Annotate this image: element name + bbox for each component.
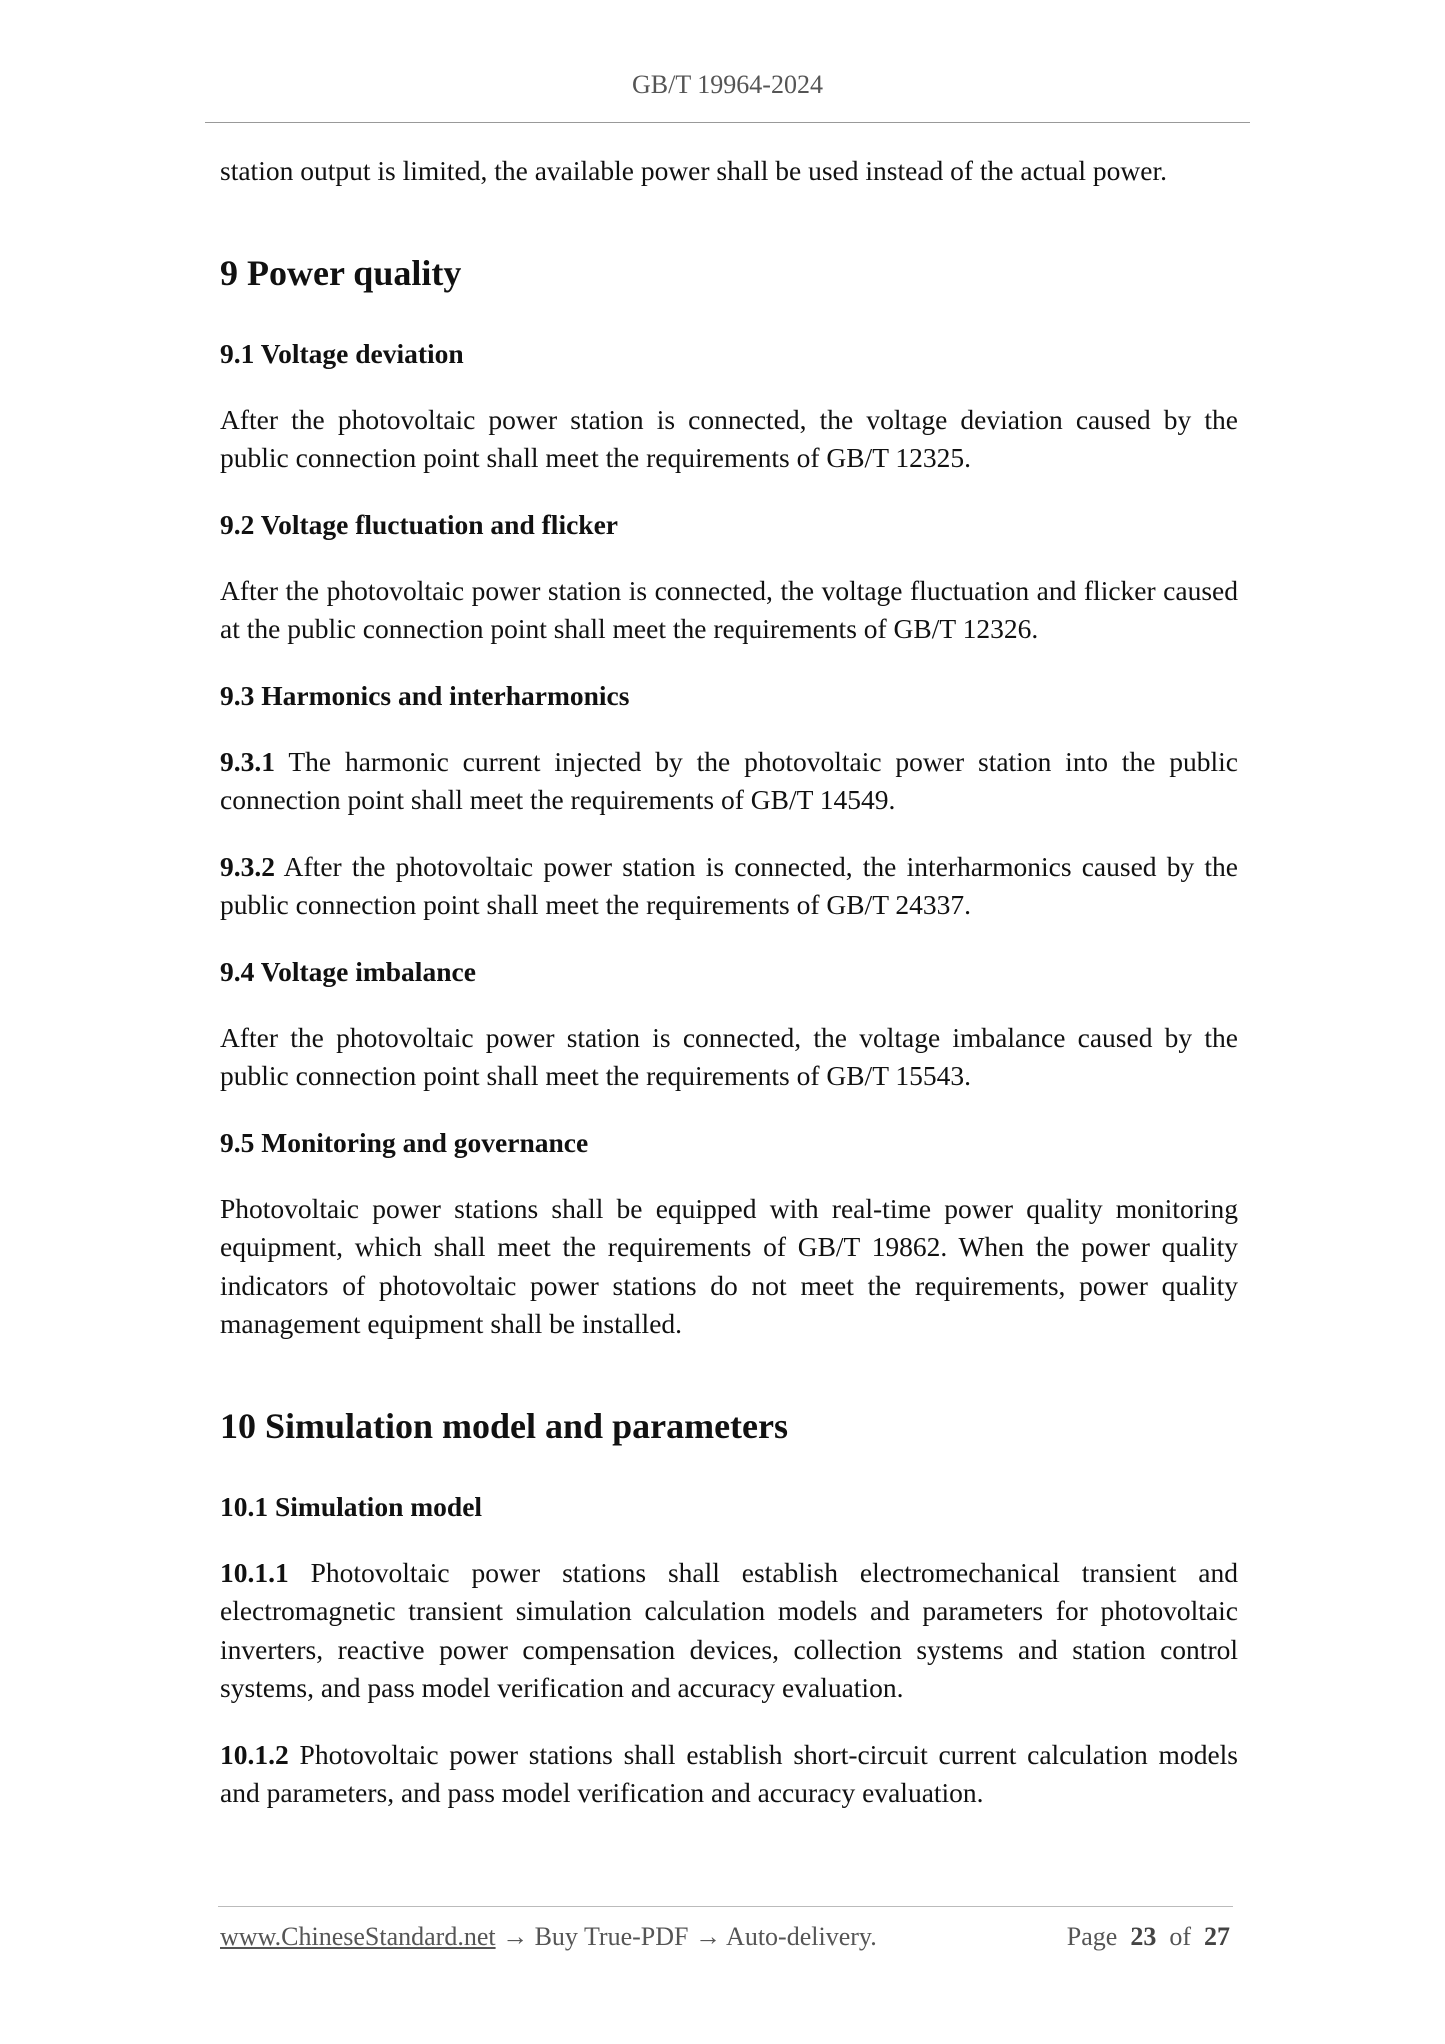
footer-promo-text: → Buy True-PDF → Auto-delivery. xyxy=(495,1922,877,1951)
section-9-3-heading: 9.3 Harmonics and interharmonics xyxy=(220,679,630,711)
section-10-1-heading: 10.1 Simulation model xyxy=(220,1490,483,1522)
current-page: 23 xyxy=(1130,1922,1157,1951)
header-divider xyxy=(205,122,1250,123)
footer-promo xyxy=(220,1922,877,1952)
clause-number: 9.3.2 xyxy=(220,850,275,882)
section-9-5-text: Photovoltaic power stations shall be equipped with real-time power quality monitoring equipment, which shall meet the requirements of GB/T 19862. When the power quality indicators of photovoltaic power stations do not meet the requirements, power quality management equipment shall be installed. xyxy=(220,1192,1238,1339)
section-10-1-2-paragraph xyxy=(220,1736,1238,1813)
total-pages: 27 xyxy=(1204,1922,1230,1951)
chinese-standard-link[interactable]: www.ChineseStandard.net xyxy=(220,1922,496,1951)
clause-text: Photovoltaic power stations shall establish electromechanical transient and electromagnetic transient simulation calculation models and parameters for photovoltaic inverters, reactive power compensation devices, collection systems and station control systems, and pass model verification and accuracy evaluation. xyxy=(220,1556,1238,1703)
section-10-1-1-paragraph xyxy=(220,1554,1238,1708)
section-9-2-text: After the photovoltaic power station is connected, the voltage fluctuation and flicker caused at the public connection point shall meet the requirements of GB/T 12326. xyxy=(220,574,1238,644)
footer-divider xyxy=(218,1906,1233,1907)
section-9-1-text: After the photovoltaic power station is connected, the voltage deviation caused by the public connection point shall meet the requirements of GB/T 12325. xyxy=(220,403,1238,473)
section-9-1-heading: 9.1 Voltage deviation xyxy=(220,337,464,369)
page-footer xyxy=(220,1922,1230,1952)
clause-number: 10.1.1 xyxy=(220,1556,289,1588)
page-header: GB/T 19964-2024 xyxy=(632,70,823,99)
page-number xyxy=(1067,1922,1230,1952)
section-9-4-heading: 9.4 Voltage imbalance xyxy=(220,955,476,987)
clause-text: Photovoltaic power stations shall establish short-circuit current calculation models and parameters, and pass model verification and accuracy evaluation. xyxy=(220,1738,1238,1808)
clause-text: After the photovoltaic power station is connected, the interharmonics caused by the public connection point shall meet the requirements of GB/T 24337. xyxy=(220,850,1238,920)
section-9-heading: 9 Power quality xyxy=(220,252,462,293)
clause-number: 10.1.2 xyxy=(220,1738,289,1770)
section-9-2-heading: 9.2 Voltage fluctuation and flicker xyxy=(220,508,618,540)
clause-text: The harmonic current injected by the photovoltaic power station into the public connection point shall meet the requirements of GB/T 14549. xyxy=(220,745,1238,815)
section-9-5-heading: 9.5 Monitoring and governance xyxy=(220,1126,589,1158)
section-9-3-1-paragraph xyxy=(220,743,1238,820)
section-9-4-text: After the photovoltaic power station is connected, the voltage imbalance caused by the public connection point shall meet the requirements of GB/T 15543. xyxy=(220,1021,1238,1091)
section-10-heading: 10 Simulation model and parameters xyxy=(220,1405,789,1446)
section-9-3-2-paragraph xyxy=(220,848,1238,925)
page-label: Page xyxy=(1066,1922,1118,1951)
clause-number: 9.3.1 xyxy=(220,745,275,777)
page-of-label: of xyxy=(1169,1922,1191,1951)
intro-paragraph: station output is limited, the available power shall be used instead of the actual power. xyxy=(220,155,1167,186)
page-content xyxy=(220,152,1238,1813)
